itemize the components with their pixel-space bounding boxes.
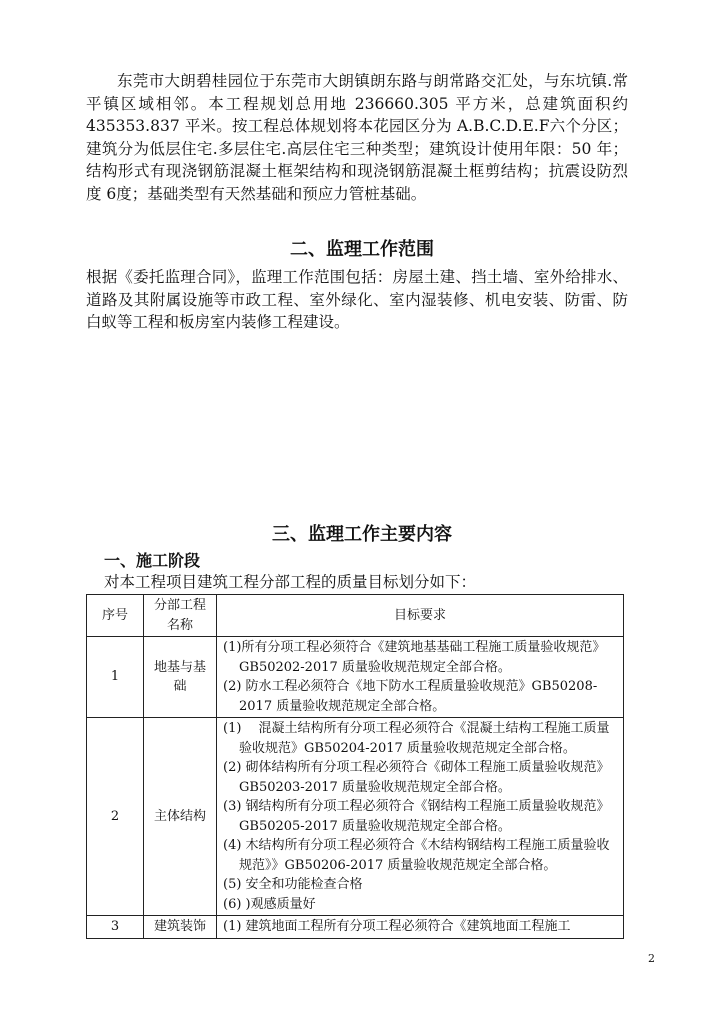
row-requirements: [217, 637, 624, 718]
requirement-item: (5) 安全和功能检查合格: [223, 877, 363, 892]
row-number: 3: [87, 916, 144, 939]
header-goal: 目标要求: [217, 595, 624, 637]
subsection-title-construction-phase: 一、施工阶段: [104, 551, 201, 570]
header-no: 序号: [87, 595, 144, 637]
requirement-item: (2) 砌体结构所有分项工程必须符合《砌体工程施工质量验收规范》GB50203-2017 质量验收规范规定全部合格。: [223, 760, 610, 795]
requirement-item: (1) 混凝土结构所有分项工程必须符合《混凝土结构工程施工质量验收规范》GB50204-2017 质量验收规范规定全部合格。: [223, 721, 610, 756]
row-division-name: 建筑装饰: [144, 916, 217, 939]
table-intro-text: 对本工程项目建筑工程分部工程的质量目标划分如下：: [104, 573, 477, 591]
row-division-name: 地基与基础: [144, 637, 217, 718]
header-name: 分部工程名称: [144, 595, 217, 637]
table-row: [87, 637, 624, 718]
requirement-item: (6) )观感质量好: [223, 896, 316, 912]
requirement-item: (2) 防水工程必须符合《地下防水工程质量验收规范》GB50208-2017 质量验收规范规定全部合格。: [223, 679, 598, 714]
requirement-item: (1)所有分项工程必须符合《建筑地基基础工程施工质量验收规范》GB50202-2017 质量验收规范规定全部合格。: [223, 640, 606, 675]
table-row: [87, 718, 624, 916]
supervision-scope-paragraph: 根据《委托监理合同》，监理工作范围包括：房屋土建、挡土墙、室外给排水、道路及其附属设施等市政工程、室外绿化、室内湿装修、机电安装、防雷、防白蚁等工程和板房室内装修工程建设。: [86, 268, 628, 332]
row-division-name: 主体结构: [144, 718, 217, 916]
requirement-item: (4) 木结构所有分项工程必须符合《木结构钢结构工程施工质量验收规范》》GB50206-2017 质量验收规范规定全部合格。: [223, 838, 610, 873]
page-number: 2: [648, 952, 655, 965]
project-overview-paragraph: 东莞市大朗碧桂园位于东莞市大朗镇朗东路与朗常路交汇处，与东坑镇.常平镇区域相邻。本工程规划总用地 236660.305 平方米，总建筑面积约 435353.837 平米。按工程总体规划将本花园区分为 A.B.C.D.E.F六个分区；建筑分为低层住宅.多层住宅.高层住宅三种类型；建筑设计使用年限：50 年；结构形式有现浇钢筋混凝土框架结构和现浇钢筋混凝土框剪结构；抗震设防烈度 6度；基础类型有天然基础和预应力管桩基础。: [86, 72, 628, 203]
table-header-row: [87, 595, 624, 637]
requirement-item: (1) 建筑地面工程所有分项工程必须符合《建筑地面工程施工: [223, 919, 571, 934]
row-requirements: [217, 916, 624, 939]
quality-goal-table: [86, 594, 624, 939]
section-title-supervision-scope: 二、监理工作范围: [290, 239, 434, 260]
row-requirements: [217, 718, 624, 916]
table-row: [87, 916, 624, 939]
row-number: 2: [87, 718, 144, 916]
row-number: 1: [87, 637, 144, 718]
section-title-supervision-content: 三、监理工作主要内容: [272, 524, 452, 545]
requirement-item: (3) 钢结构所有分项工程必须符合《钢结构工程施工质量验收规范》GB50205-2017 质量验收规范规定全部合格。: [223, 799, 610, 834]
